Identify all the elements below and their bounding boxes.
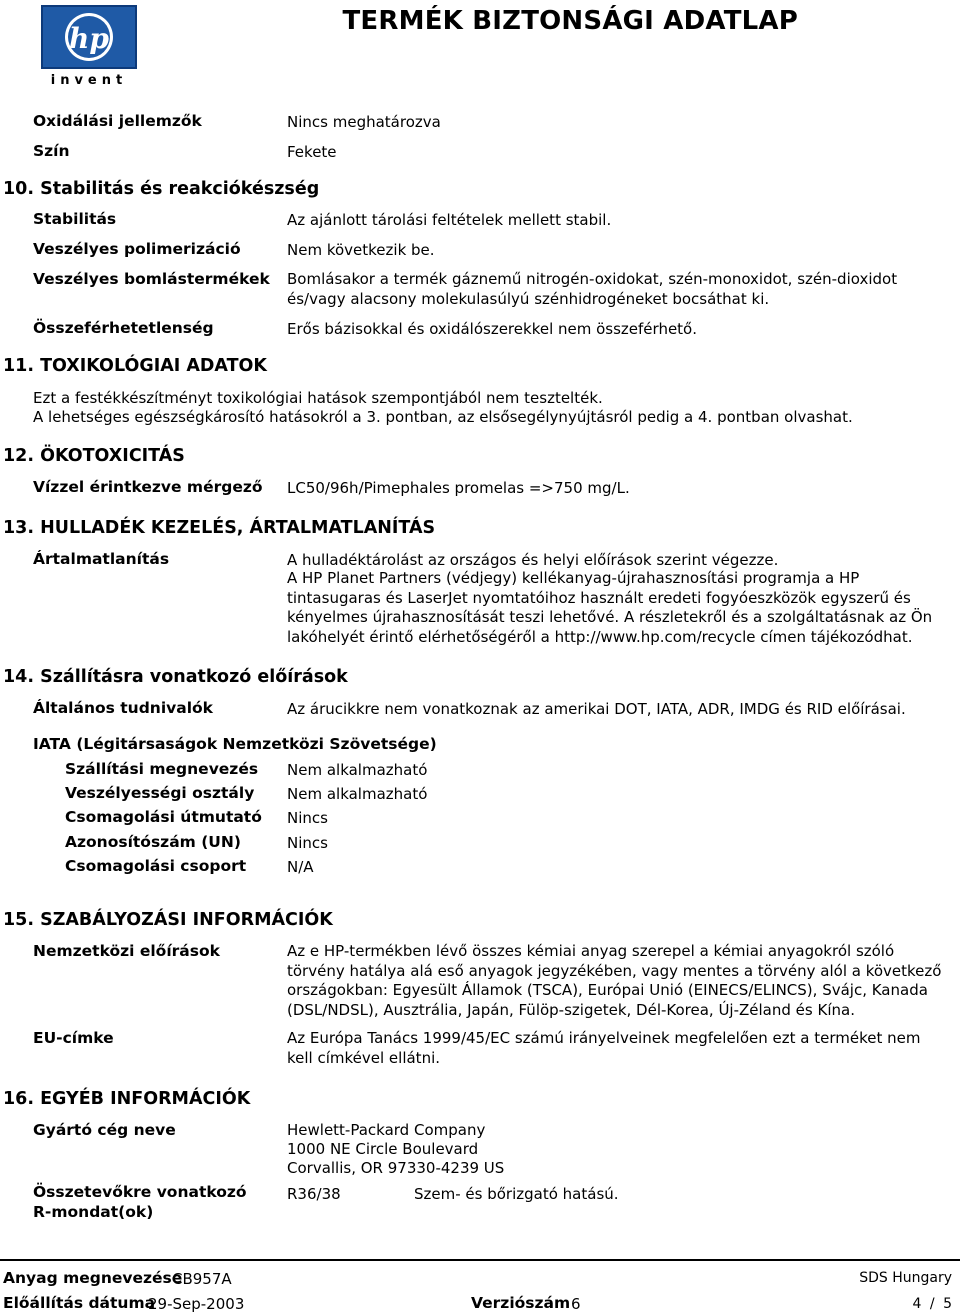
iata-label-packing-group: Csomagolási csoport — [65, 857, 247, 875]
hp-logo — [40, 4, 140, 88]
prop-label-oxidation: Oxidálási jellemzők — [33, 112, 202, 130]
section-10-title: 10. Stabilitás és reakciókészség — [3, 179, 320, 199]
footer-page-number — [913, 1296, 952, 1312]
footer-date-value: 29-Sep-2003 — [148, 1295, 245, 1313]
s12-value: LC50/96h/Pimephales promelas =>750 mg/L. — [287, 479, 630, 497]
document-title: TERMÉK BIZTONSÁGI ADATLAP — [342, 6, 798, 36]
s10-label-incompatibility: Összeférhetetlenség — [33, 319, 214, 337]
s13-value-2: A HP Planet Partners (védjegy) kellékanyag-újrahasznosítási programja a HP tintasugaras és LaserJet nyomtatóihoz használt eredeti fogyóeszközök egyszerű és kényelmes újrahasznosítását teszi lehetővé. A részletekről és a szolgáltatásnak az Ön lakóhelyét érintő elérhetőségéről a http://www.hp.com/recycle címen tájékozódhat. — [287, 569, 933, 646]
s16-maker-line-3: Corvallis, OR 97330-4239 US — [287, 1159, 505, 1177]
footer-divider — [0, 1259, 960, 1261]
s15-intl-value: Az e HP-termékben lévő összes kémiai anyag szerepel a kémiai anyagokról szóló törvény hatálya alá eső anyagok jegyzékében, vagy mentes a törvény alól a következő országokban: Egyesült Államok (TSCA), Európai Unió (EINECS/ELINCS), Svájc, Kanada (DSL/NDSL), Ausztrália, Japán, Fülöp-szigetek, Dél-Korea, Új-Zéland és Kína. — [287, 942, 942, 1019]
s11-text-line-2: A lehetséges egészségkárosító hatásokról a 3. pontban, az elsősegélynyújtásról pedig a 4. pontban olvashat. — [33, 408, 853, 426]
footer-doc-type: SDS Hungary — [859, 1270, 952, 1286]
iata-label-packing-instruction: Csomagolási útmutató — [65, 808, 262, 826]
iata-value-un-number: Nincs — [287, 834, 328, 852]
section-14-title: 14. Szállításra vonatkozó előírások — [3, 667, 348, 687]
s10-value-stability: Az ajánlott tárolási feltételek mellett stabil. — [287, 211, 612, 229]
s16-r-text: Szem- és bőrizgató hatású. — [414, 1185, 619, 1203]
section-16-title: 16. EGYÉB INFORMÁCIÓK — [3, 1089, 251, 1109]
s10-label-stability: Stabilitás — [33, 210, 117, 228]
s12-label: Vízzel érintkezve mérgező — [33, 478, 263, 496]
footer-page-separator: / — [929, 1296, 935, 1312]
section-11-title: 11. TOXIKOLÓGIAI ADATOK — [3, 356, 267, 376]
footer-version-value: 6 — [571, 1295, 581, 1313]
iata-label-shipping-name: Szállítási megnevezés — [65, 760, 259, 778]
s13-label: Ártalmatlanítás — [33, 550, 170, 568]
s10-label-polymerization: Veszélyes polimerizáció — [33, 240, 241, 258]
s13-value-1: A hulladéktárolást az országos és helyi előírások szerint végezze. — [287, 551, 779, 569]
s16-maker-label: Gyártó cég neve — [33, 1121, 176, 1139]
iata-value-packing-instruction: Nincs — [287, 809, 328, 827]
iata-value-hazard-class: Nem alkalmazható — [287, 785, 428, 803]
s16-r-label-2: R-mondat(ok) — [33, 1203, 154, 1221]
svg-text:invent: invent — [50, 73, 128, 88]
iata-label-un-number: Azonosítószám (UN) — [65, 833, 241, 851]
svg-text:hp: hp — [69, 22, 109, 55]
s14-general-label: Általános tudnivalók — [33, 699, 213, 717]
s15-eu-label: EU-címke — [33, 1029, 114, 1047]
s14-general-value: Az árucikkre nem vonatkoznak az amerikai DOT, IATA, ADR, IMDG és RID előírásai. — [287, 700, 906, 718]
s10-value-incompatibility: Erős bázisokkal és oxidálószerekkel nem összeférhető. — [287, 320, 698, 338]
s16-maker-line-2: 1000 NE Circle Boulevard — [287, 1140, 479, 1158]
s10-value-decomposition: Bomlásakor a termék gáznemű nitrogén-oxidokat, szén-monoxidot, szén-dioxidot és/vagy alacsony molekulasúlyú szénhidrogéneket bocsáthat ki. — [287, 270, 898, 308]
prop-value-color: Fekete — [287, 143, 337, 161]
section-13-title: 13. HULLADÉK KEZELÉS, ÁRTALMATLANÍTÁS — [3, 518, 436, 538]
s14-iata-title: IATA (Légitársaságok Nemzetközi Szövetsége) — [33, 735, 437, 753]
footer-page-current: 4 — [912, 1296, 922, 1312]
footer-page-total: 5 — [943, 1296, 952, 1312]
prop-label-color: Szín — [33, 142, 70, 160]
s11-text-line-1: Ezt a festékkészítményt toxikológiai hatások szempontjából nem tesztelték. — [33, 389, 603, 407]
s16-r-code: R36/38 — [287, 1185, 341, 1203]
s10-value-polymerization: Nem következik be. — [287, 241, 435, 259]
footer-product-label: Anyag megnevezése — [3, 1269, 183, 1287]
section-12-title: 12. ÖKOTOXICITÁS — [3, 446, 185, 466]
iata-label-hazard-class: Veszélyességi osztály — [65, 784, 255, 802]
footer-date-label: Előállítás dátuma — [3, 1294, 156, 1312]
s15-intl-label: Nemzetközi előírások — [33, 942, 220, 960]
iata-value-shipping-name: Nem alkalmazható — [287, 761, 428, 779]
prop-value-oxidation: Nincs meghatározva — [287, 113, 441, 131]
footer-version-label: Verziószám — [471, 1294, 571, 1312]
s10-label-decomposition: Veszélyes bomlástermékek — [33, 270, 270, 288]
s15-eu-value: Az Európa Tanács 1999/45/EC számú irányelveinek megfelelően ezt a terméket nem kell címkével ellátni. — [287, 1029, 921, 1067]
section-15-title: 15. SZABÁLYOZÁSI INFORMÁCIÓK — [3, 910, 333, 930]
iata-value-packing-group: N/A — [287, 858, 314, 876]
s16-r-label-1: Összetevőkre vonatkozó — [33, 1183, 247, 1201]
footer-product-value: CB957A — [172, 1270, 232, 1288]
s16-maker-line-1: Hewlett-Packard Company — [287, 1121, 486, 1139]
